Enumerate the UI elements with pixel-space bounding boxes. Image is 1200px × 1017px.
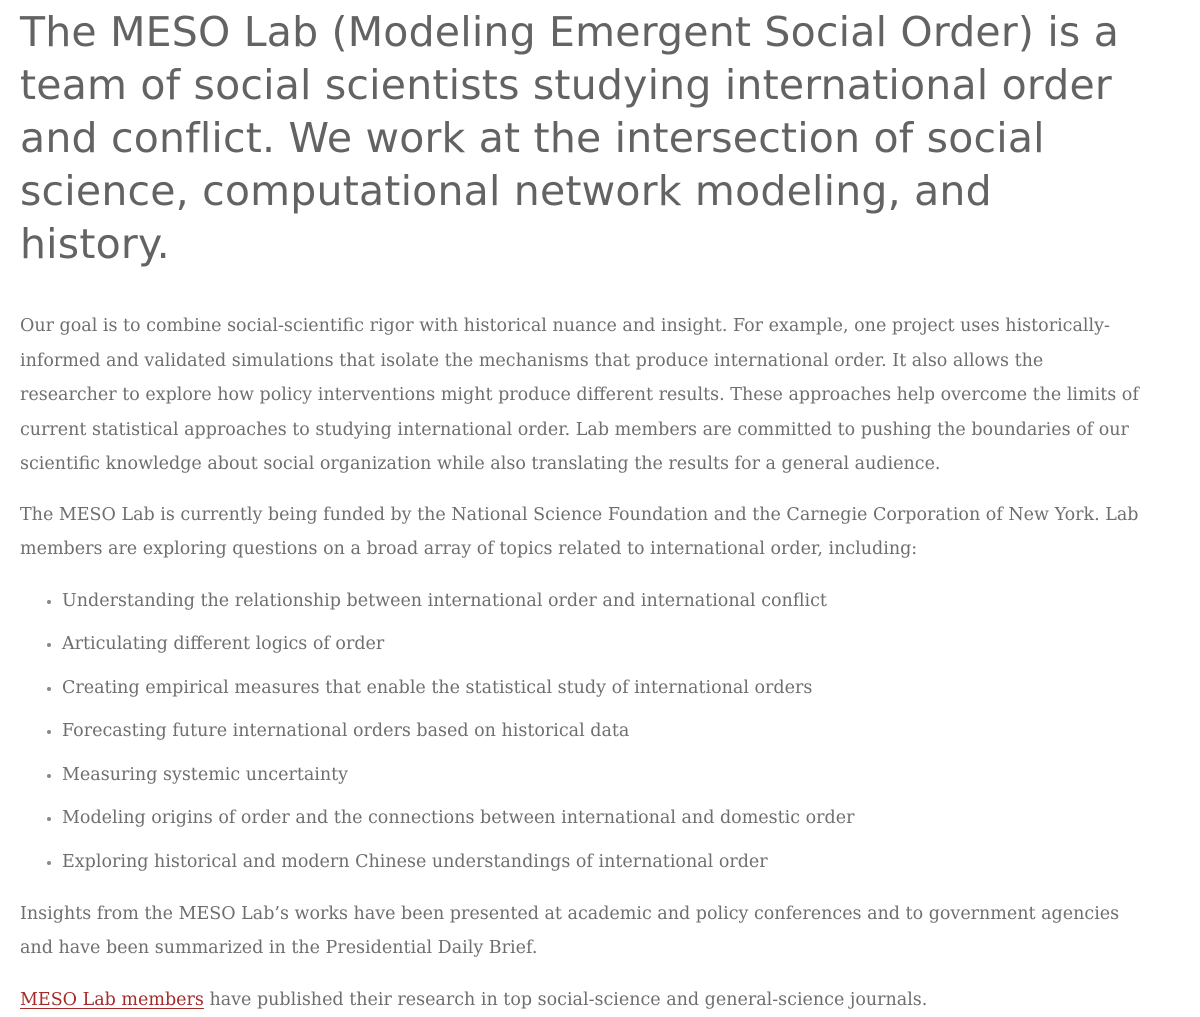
- topic-text: Articulating different logics of order: [62, 634, 385, 655]
- bullet-icon: [47, 600, 51, 604]
- goal-paragraph: Our goal is to combine social-scientific rigor with historical nuance and insight. For example, one project uses historically-informed and validated simulations that isolate the mechanisms that produce international order. It also allows the researcher to explore how policy interventions might produce different results. These approaches help overcome the limits of current statistical approaches to studying international order. Lab members are committed to pushing the boundaries of our scientific knowledge about social organization while also translating the results for a general audience.: [20, 316, 1139, 474]
- list-item: [20, 801, 1140, 845]
- list-item: [20, 584, 1140, 628]
- bullet-icon: [47, 687, 51, 691]
- topic-text: Exploring historical and modern Chinese understandings of international order: [62, 852, 768, 873]
- bullet-icon: [47, 730, 51, 734]
- members-paragraph: [20, 983, 1140, 1017]
- list-item: [20, 714, 1140, 758]
- topic-text: Forecasting future international orders based on historical data: [62, 721, 630, 742]
- funding-paragraph: The MESO Lab is currently being funded by the National Science Foundation and the Carnegie Corporation of New York. Lab members are exploring questions on a broad array of topics related to international order, including:: [20, 504, 1139, 559]
- list-item: [20, 758, 1140, 802]
- page-headline: The MESO Lab (Modeling Emergent Social Order) is a team of social scientists studying international order and conflict. We work at the intersection of social science, computational network modeling, and history.: [20, 8, 1120, 268]
- bullet-icon: [47, 774, 51, 778]
- list-item: [20, 671, 1140, 715]
- topic-text: Creating empirical measures that enable the statistical study of international orders: [62, 677, 813, 698]
- bullet-icon: [47, 861, 51, 865]
- bullet-icon: [47, 643, 51, 647]
- topic-text: Modeling origins of order and the connections between international and domestic order: [62, 808, 855, 829]
- list-item: [20, 845, 1140, 889]
- page-content: [20, 0, 1140, 1017]
- topics-list: [20, 584, 1140, 889]
- list-item: [20, 627, 1140, 671]
- topic-text: Measuring systemic uncertainty: [62, 764, 349, 785]
- insights-paragraph: Insights from the MESO Lab’s works have been presented at academic and policy conferences and to government agencies and have been summarized in the Presidential Daily Brief.: [20, 903, 1120, 959]
- members-link[interactable]: MESO Lab members: [20, 989, 204, 1010]
- bullet-icon: [47, 817, 51, 821]
- members-trailing-text: have published their research in top social-science and general-science journals.: [203, 989, 928, 1010]
- topic-text: Understanding the relationship between international order and international conflict: [62, 590, 827, 611]
